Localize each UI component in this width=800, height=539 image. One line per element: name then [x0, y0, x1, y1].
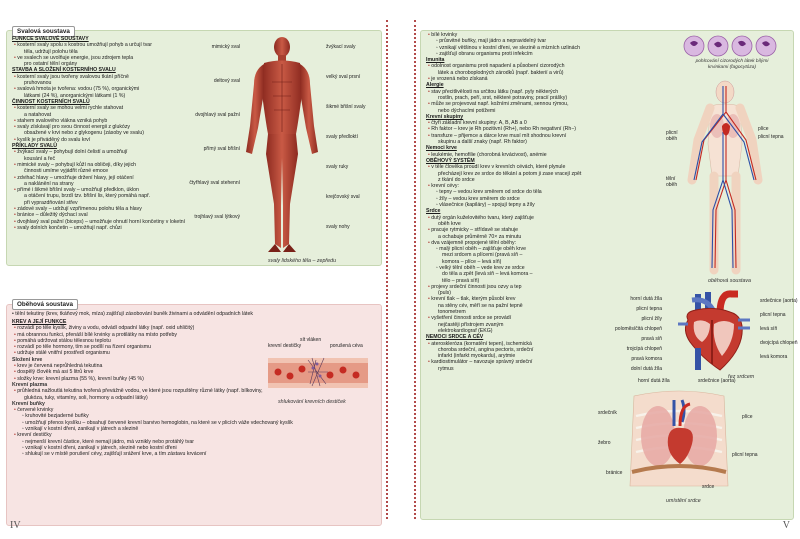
blood-line-23: z tkání do srdce: [438, 176, 475, 183]
circulation-line-8: • dospělý člověk má asi 5 litrů krve: [12, 369, 372, 375]
muscle-line-6: • kosterní svaly jsou tvořeny svalovou tkání příčně: [12, 74, 212, 80]
muscle-line-28: • bránice – důležitý dýchací sval: [12, 212, 212, 218]
blood-line-12: nebo dýchacími potížemi: [438, 107, 496, 114]
blood-line-17: skupinu a další znaky (např. Rh faktor): [438, 139, 527, 146]
blood-line-22: přecházejí krev ze srdce do těkání a potom ji zase vracejí zpět: [438, 170, 582, 177]
blood-line-34: ◦ malý plicní oběh – zajišťuje oběh krve: [436, 246, 527, 253]
blood-line-14: • čtyři základní krevní skupiny: A, B, AB a 0: [426, 120, 616, 126]
blood-line-27: ◦ vlásečnice (kapiláry) – spojují tepny a žíly: [436, 202, 535, 209]
circulation-line-12: glukóza, tuky, vitamíny, soli, hormony a odpadní látky): [24, 394, 148, 401]
blood-line-30: oběh krve: [438, 220, 461, 227]
circulation-line-15: ◦ kruhovité bezjaderné buňky: [22, 413, 89, 420]
muscle-line-17: PŘÍKLADY SVALŮ: [12, 143, 58, 150]
circulation-line-18: • krevní destičky: [12, 432, 372, 438]
blood-line-35: mezi srdcem a plícemi (pravá síň –: [442, 252, 523, 259]
muscle-line-5: STAVBA A SLOŽENÍ KOSTERNÍHO SVALU: [12, 67, 116, 74]
circ-label-0: plicní oběh: [666, 130, 678, 142]
blood-line-21: • v těle člověka proudí krev v krevních cévách, které plynule: [426, 164, 616, 170]
blood-line-46: nejčastěji přístrojem zvaným: [438, 321, 504, 328]
blood-line-26: ◦ žíly – vedou krev směrem do srdce: [436, 195, 520, 202]
blood-line-45: • vyšetření činnosti srdce se provádí: [426, 315, 616, 321]
heart-label-right-0: srdečnice (aorta): [760, 298, 798, 304]
muscle-line-9: látkami (24 %), anorganickými látkami (1 %): [24, 92, 126, 99]
muscle-line-19: kousání a řeč: [24, 155, 56, 162]
muscle-line-16: • kyslík je přiváděný do svalu krví: [12, 137, 212, 143]
circulation-tag: Oběhová soustava: [12, 299, 78, 310]
muscle-line-25: a otáčení trupu, brzdí tzv. břišní lis, který pomáhá např.: [24, 193, 151, 200]
heart-label-left-0: horní dutá žíla: [630, 296, 662, 302]
heart-label-left-2: plicní žíly: [641, 316, 662, 322]
muscle-label-left-0: mimický sval: [211, 44, 240, 50]
muscle-line-15: obsažené v krvi nebo z glykogenu (zásoby ve svalu): [24, 130, 144, 137]
muscle-line-13: • stahem svalového vlákna vzniká pohyb: [12, 118, 212, 124]
heart-label-right-3: dvojcípá chlopeň: [760, 340, 798, 346]
circulatory-caption: oběhová soustava: [708, 278, 751, 284]
circulation-line-21: ◦ shlukují se v místě porušení cévy, zajišťují srážení krve, a tím zástavu krvácení: [22, 451, 207, 458]
blood-line-3: ◦ zajišťují obranu organismu proti infekcím: [436, 50, 533, 57]
blood-line-51: infarkt (infarkt myokardu), arytmie: [438, 353, 516, 360]
muscle-line-8: • svalová hmota je tvořena: vodou (75 %), organickými: [12, 86, 212, 92]
muscle-label-right-0: žvýkací svaly: [326, 44, 356, 50]
muscle-label-right-2: šikmé břišní svaly: [326, 104, 366, 110]
circ-label-1: plíce: [758, 126, 769, 132]
blood-line-18: Nemoci krve: [426, 145, 457, 152]
circulation-line-1: • rozvádí po těle kyslík, živiny a vodu, odvádí odpadní látky (např. oxid uhličitý): [12, 325, 372, 331]
blood-line-11: • může se projevovat např. kožními změnami, sennou rýmou,: [426, 101, 616, 107]
muscle-label-right-4: svaly ruky: [326, 164, 349, 170]
phagocytosis-caption-text: pohlcování cizorodých látek bílými krvinkami (fagocytóza): [695, 59, 769, 70]
blood-line-38: do těla a zpět (levá síň – levá komora –: [442, 271, 533, 278]
circulatory-figure: [684, 80, 766, 276]
blood-line-40: • projevy srdeční činnosti jsou ozvy a tep: [426, 284, 616, 290]
heart-location-caption: umístění srdce: [666, 498, 701, 504]
heart-label-right-2: levá síň: [760, 326, 778, 332]
muscle-line-7: pruhovanou: [24, 80, 52, 87]
blood-line-4: Imunita: [426, 57, 445, 64]
torso-label-4: žebro: [598, 440, 611, 446]
muscle-line-20: • mimické svaly – pohybují kůží na obličeji, díky jejich: [12, 162, 212, 168]
muscle-line-24: • přímé i šikmé břišní svaly – umožňují předklon, úklon: [12, 187, 212, 193]
circulation-line-2: • má obrannou funkci, přenáší bílé krvinky a protilátky na místo potřeby: [12, 332, 372, 338]
blood-line-1: ◦ průsvitné buňky, mají jádro a nepravidelný tvar: [436, 38, 547, 45]
blood-line-24: • krevní cévy:: [426, 183, 616, 189]
circulation-line-10: Krevní plazma: [12, 381, 48, 388]
muscle-line-23: a naklánění na strany: [24, 180, 74, 187]
muscle-line-29: • dvojhlavý sval pažní (biceps) – umožňuje ohnutí horní končetiny v loketní: [12, 219, 212, 225]
circulation-intro-text: • tělní tekutiny (krev, tkáňový mok, míza) zajišťují zásobování buněk živinami a odvádění odpadních látek: [12, 311, 253, 317]
blood-line-33: • dva vzájemně propojené tělní oběhy:: [426, 240, 616, 246]
muscle-figure: [242, 34, 322, 256]
torso-label-6: plicní tepna: [732, 452, 758, 458]
blood-line-10: rostlin, prach, peří, srst, některé potraviny, pracií prášky): [438, 94, 568, 101]
torso-label-3: plíce: [742, 414, 753, 420]
blood-line-15: • Rh faktor – krev je Rh pozitivní (Rh+), nebo Rh negativní (Rh−): [426, 126, 616, 132]
blood-line-20: OBĚHOVÝ SYSTÉM: [426, 157, 475, 164]
circulation-line-7: • krev je červená neprůhledná tekutina: [12, 363, 372, 369]
muscle-line-18: • žvýkací svaly – pohybují dolní čelistí a umožňují: [12, 149, 212, 155]
muscle-label-left-5: trojhlavý sval lýtkový: [194, 214, 240, 220]
blood-line-16: • transfuze – přijemce a dárce krve musí mít shodnou krevní: [426, 133, 616, 139]
page-number-right: V: [782, 520, 790, 531]
circ-label-2: plicní tepna: [758, 134, 784, 140]
muscle-line-11: • kosterní svaly se mohou velmi rychle stahovat: [12, 105, 212, 111]
phagocytosis-caption: [688, 59, 776, 70]
page-stitch-line: [414, 20, 416, 519]
muscle-label-left-4: čtyřhlavý sval stehenní: [189, 180, 240, 186]
muscle-line-3: • ve svalech se uvolňuje energie, jsou zdrojem tepla: [12, 55, 212, 61]
platelet-label-0: sít vláken: [300, 337, 322, 343]
heart-location-figure: [624, 386, 734, 496]
blood-text: [426, 32, 616, 372]
muscle-line-21: činnosti umíme vyjádřit různé emoce: [24, 168, 109, 175]
heart-label-right-1: plicní tepna: [760, 312, 786, 318]
blood-line-2: ◦ vznikají většinou v kostní dřeni, ve slezině a mízních uzlinách: [436, 44, 580, 51]
blood-line-44: tonometrem: [438, 309, 466, 316]
heart-section-figure: [668, 290, 758, 374]
blood-line-43: na stěny cév, měří se na pažní tepně: [438, 302, 523, 309]
circulation-line-11: • průhledná nažloutlá tekutina tvořená převážně vodou, ve které jsou rozpuštěny různé látky (např. bílkoviny,: [12, 388, 372, 394]
muscle-label-right-5: krejčovský sval: [326, 194, 360, 200]
muscle-label-right-1: velký sval prsní: [326, 74, 361, 80]
heart-label-left-5: trojcípá chlopeň: [626, 346, 662, 352]
torso-label-1: srdečnice (aorta): [698, 378, 736, 384]
blood-line-7: • je vrozená nebo získaná: [426, 76, 616, 82]
blood-line-52: • kardiostimulátor – navozuje správný srdeční: [426, 359, 616, 365]
muscle-label-right-6: svaly nohy: [326, 224, 350, 230]
muscle-line-1: • kosterní svaly spolu s kostrou umožňují pohyb a určují tvar: [12, 42, 212, 48]
blood-line-5: • odolnost organismu proti napadení a působení cizorodých: [426, 63, 616, 69]
circulation-line-13: Krevní buňky: [12, 400, 45, 407]
blood-line-25: ◦ tepny – vedou krev směrem od srdce do těla: [436, 189, 542, 196]
phagocytosis-figure: [682, 34, 778, 58]
muscle-text: [12, 36, 212, 231]
muscle-label-left-3: přímý sval břišní: [203, 146, 240, 152]
muscle-line-22: • zdvihač hlavy – umožňuje držení hlavy, její otáčení: [12, 175, 212, 181]
muscle-line-14: • svaly získávají pro svou činnost energii z glukózy: [12, 124, 212, 130]
page-stitch-line: [386, 20, 388, 519]
torso-label-5: bránice: [606, 470, 623, 476]
blood-line-50: choroba srdeční, angína pectoris, srdeční: [438, 346, 534, 353]
blood-line-48: NEMOCI SRDCE A CÉV: [426, 334, 484, 341]
torso-label-0: horní dutá žíla: [638, 378, 670, 384]
muscle-tag: Svalová soustava: [12, 26, 75, 37]
circulation-line-5: • udržuje stálé vnitřní prostředí organismu: [12, 350, 372, 356]
platelets-figure: [268, 348, 368, 396]
torso-label-7: srdce: [702, 484, 715, 490]
page-number-left: IV: [10, 520, 21, 531]
circulation-intro: [12, 311, 372, 317]
circulation-line-9: • složky krve: krevní plazma (55 %), krevní buňky (45 %): [12, 376, 372, 382]
circulation-line-19: ◦ nejmenší krevní částice, které nemají jádro, má vznikly nebo protáhlý tvar: [22, 438, 194, 445]
platelet-label-1: krevní destičky: [268, 343, 302, 349]
muscle-line-10: ČINNOST KOSTERNÍCH SVALŮ: [12, 98, 90, 105]
blood-line-29: • dutý orgán kuželovitého tvaru, který zajišťuje: [426, 215, 616, 221]
circ-label-3: tělní oběh: [666, 176, 678, 188]
torso-label-2: srdečník: [598, 410, 617, 416]
blood-line-47: elektrokardiograf (EKG): [438, 327, 493, 334]
muscle-label-left-2: dvojhlavý sval pažní: [195, 112, 240, 118]
heart-label-left-6: pravá komora: [631, 356, 662, 362]
muscle-line-0: FUNKCE SVALOVÉ SOUSTAVY: [12, 36, 89, 42]
blood-line-39: tělo – pravá síň): [442, 277, 480, 284]
muscle-figure-caption: svaly lidského těla – zepředu: [268, 258, 337, 264]
muscle-line-26: při vyprazdňování střev: [24, 199, 78, 206]
platelet-label-2: porušená céva: [330, 343, 363, 349]
heart-section-caption: řez srdcem: [728, 374, 755, 380]
blood-line-37: ◦ velký tělní oběh – vede krev ze srdce: [436, 264, 525, 271]
circulation-line-20: ◦ vznikají v kostní dřeni, zanikají v játrech, slezině nebo kostní dřeni: [22, 444, 177, 451]
muscle-label-left-1: deltový sval: [213, 78, 240, 84]
circulation-line-14: • červené krvinky: [12, 407, 372, 413]
circulation-line-3: • pomáhá udržovat stálou tělesnou teplotu: [12, 338, 372, 344]
muscle-line-30: • svaly dolních končetin – umožňují např. chůzi: [12, 225, 212, 231]
heart-label-left-4: pravá síň: [641, 336, 662, 342]
blood-line-31: • pracuje rytmicky – střídavě se stahuje: [426, 227, 616, 233]
muscle-line-27: • zádové svaly – udržují vzpřímenou polohu těla a hlavy: [12, 206, 212, 212]
muscle-line-2: těla, udržují polohu těla: [24, 48, 78, 55]
heart-label-left-1: plicní tepna: [636, 306, 662, 312]
left-page: [0, 0, 398, 539]
blood-line-49: • ateroskleróza (kornatění tepen), ischemická: [426, 341, 616, 347]
circulation-line-17: ◦ vznikají v kostní dřeni, zanikají v játrech a slezině: [22, 426, 139, 433]
blood-line-0: • bílé krvinky: [426, 32, 616, 38]
blood-line-6: látek a choroboplodných zárodků (např. bakterií a virů): [438, 69, 564, 76]
circulation-line-4: • rozvádí po těle hormony, tím se podílí na řízení organismu: [12, 344, 372, 350]
blood-line-28: Srdce: [426, 208, 441, 215]
heart-label-left-7: dolní dutá žíla: [630, 366, 662, 372]
blood-line-41: (puls): [438, 290, 451, 297]
blood-line-53: rytmus: [438, 365, 454, 372]
blood-line-36: komora – plíce – levá síň): [442, 258, 502, 265]
blood-line-13: Krevní skupiny: [426, 113, 464, 120]
circulation-line-16: ◦ umožňují přenos kyslíku – obsahují červené krevní barvivo hemoglobin, na které se v plicích váže vdechovaný kyslík: [22, 419, 293, 426]
circulation-line-6: Složení krve: [12, 356, 43, 363]
blood-line-19: • leukémie, hemofilie (chorobná krvácivost), anémie: [426, 152, 616, 158]
muscle-label-right-3: svaly předloktí: [326, 134, 358, 140]
heart-label-left-3: poloměsíčitá chlopeň: [615, 326, 662, 332]
circulation-line-0: KREV A JEJÍ FUNKCE: [12, 319, 67, 325]
blood-line-8: Alergie: [426, 82, 444, 89]
blood-line-42: • krevní tlak – tlak, kterým působí krev: [426, 296, 616, 302]
blood-line-32: a ochabuje průměrně 70× za minutu: [438, 233, 522, 240]
blood-line-9: • stav přecitlivělosti na určitou látku (např. pyly některých: [426, 89, 616, 95]
muscle-line-12: a natahovat: [24, 111, 52, 118]
muscle-line-4: pro ostatní tělní orgány: [24, 61, 78, 68]
heart-label-right-4: levá komora: [760, 354, 788, 360]
platelets-caption: shlukování krevních destiček: [278, 399, 346, 405]
right-page: [402, 0, 800, 539]
